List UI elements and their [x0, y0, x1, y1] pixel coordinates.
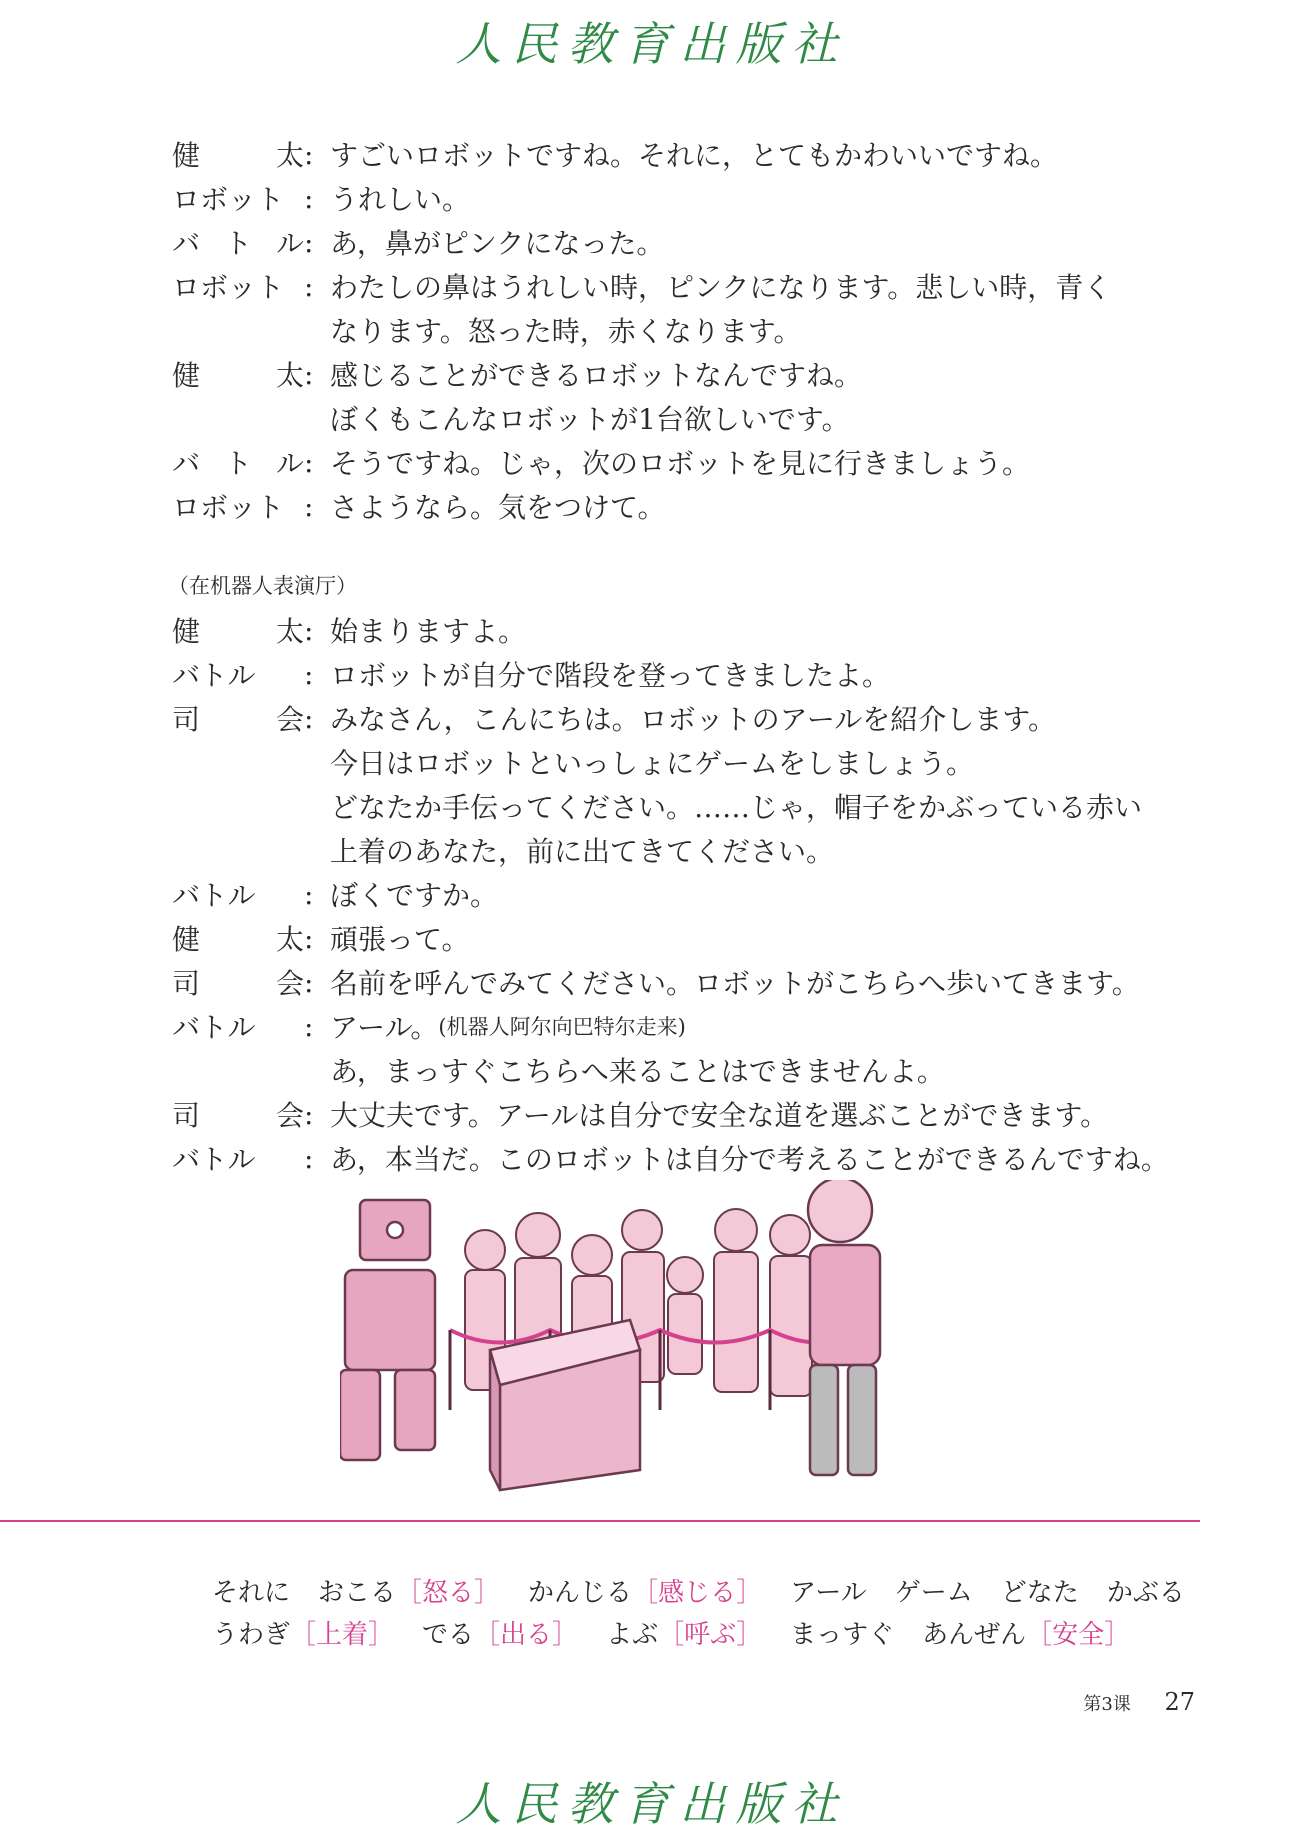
speaker-colon: : [304, 965, 314, 999]
speaker-name [172, 610, 304, 650]
vocab-item [1107, 1578, 1185, 1608]
vocab-item [790, 1578, 867, 1608]
speaker-colon: : [304, 657, 314, 691]
utterance: 始まりますよ。 [330, 615, 527, 648]
speaker-part: バトル [172, 659, 256, 692]
stage-note: (机器人阿尔向巴特尔走来) [438, 1015, 686, 1039]
utterance: 名前を呼んでみてください。ロボットがこちらへ歩いてきます。 [330, 967, 1140, 1000]
speaker-name [172, 486, 304, 526]
speaker-part: ロボット [172, 183, 285, 216]
scene-note: （在机器人表演厅） [168, 574, 357, 598]
speaker-part: 司 [172, 1099, 201, 1132]
speaker-name [172, 1094, 304, 1134]
dialogue-line [172, 696, 1169, 740]
speaker-part: バ [172, 447, 201, 480]
speaker-colon: : [304, 701, 314, 735]
speaker-part: バ [172, 227, 201, 260]
dialogue-line [172, 264, 1111, 308]
dialogue-continuation: ぼくもこんなロボットが1台欲しいです。 [330, 403, 850, 436]
utterance: わたしの鼻はうれしい時，ピンクになります。悲しい時，青く [330, 271, 1112, 304]
boy-with-cap [808, 1180, 880, 1475]
speaker-colon: : [304, 181, 314, 215]
person-child [667, 1257, 703, 1374]
speaker-part: 会 [275, 1099, 304, 1132]
dialogue-line [172, 440, 1111, 484]
dialogue-line [172, 352, 1111, 396]
utterance: あ，鼻がピンクになった。 [330, 227, 665, 260]
dialogue-line [172, 132, 1111, 176]
person-man-right [770, 1215, 812, 1396]
person-woman-glasses [714, 1209, 758, 1392]
speaker-name [172, 1006, 304, 1046]
vocab-kana: おこる [318, 1578, 397, 1608]
speaker-colon: : [304, 613, 314, 647]
dialogue-line [172, 484, 1111, 528]
speaker-part: 司 [172, 967, 201, 1000]
speaker-part: ト [223, 227, 252, 260]
utterance: すごいロボットですね。それに，とてもかわいいですね。 [330, 139, 1059, 172]
page-number [1083, 1688, 1195, 1716]
vocab-item [790, 1620, 894, 1650]
vocab-kanji: ［感じる］ [632, 1578, 763, 1608]
speaker-part: 太 [275, 139, 304, 172]
dialogue-a [172, 132, 1111, 528]
stage-box [490, 1320, 640, 1490]
vocab-kana: あんぜん [922, 1620, 1027, 1650]
speaker-colon: : [304, 877, 314, 911]
dialogue-continuation: あ，まっすぐこちらへ来ることはできませんよ。 [330, 1055, 945, 1088]
publisher-footer: 人民教育出版社 [455, 1777, 848, 1831]
speaker-part: ル [275, 227, 304, 260]
dialogue-continuation: どなたか手伝ってください。……じゃ，帽子をかぶっている赤い [330, 791, 1143, 824]
speaker-colon: : [304, 269, 314, 303]
dialogue-line [172, 1136, 1169, 1180]
speaker-colon: : [304, 921, 314, 955]
vocab-kana: まっすぐ [790, 1620, 895, 1650]
dialogue-line [172, 220, 1111, 264]
speaker-colon: : [304, 225, 314, 259]
vocab-kana: ゲーム [894, 1578, 973, 1608]
utterance: さようなら。気をつけて。 [330, 491, 666, 524]
speaker-colon: : [304, 137, 314, 171]
dialogue-line [172, 1092, 1169, 1136]
speaker-part: 太 [275, 359, 304, 392]
dialogue-b [172, 608, 1169, 1180]
vocab-kana: よぶ [606, 1620, 659, 1650]
dialogue-continuation: 上着のあなた，前に出てきてください。 [330, 835, 835, 868]
speaker-colon: : [304, 1097, 314, 1131]
vocab-kanji: ［怒る］ [396, 1578, 501, 1608]
speaker-part: ロボット [172, 491, 285, 524]
utterance: あ，本当だ。このロボットは自分で考えることができるんですね。 [330, 1143, 1169, 1176]
section-divider [0, 1520, 1200, 1522]
speaker-name [172, 874, 304, 914]
dialogue-line [172, 608, 1169, 652]
dialogue-line [172, 960, 1169, 1004]
vocab-item [606, 1620, 762, 1650]
utterance: アール。 [330, 1011, 439, 1044]
utterance: 頑張って。 [330, 923, 470, 956]
speaker-part: 健 [172, 139, 201, 172]
dialogue-line [172, 872, 1169, 916]
utterance: うれしい。 [330, 183, 471, 216]
vocab-kanji: ［呼ぶ］ [658, 1620, 763, 1650]
vocab-item [422, 1620, 578, 1650]
speaker-colon: : [304, 445, 314, 479]
dialogue-continuation: 今日はロボットといっしょにゲームをしましょう。 [330, 747, 975, 780]
page-number-value: 27 [1164, 1688, 1195, 1716]
vocab-kana: どなた [1000, 1578, 1079, 1608]
vocab-item [1001, 1578, 1079, 1608]
dialogue-line [172, 652, 1169, 696]
speaker-part: 会 [275, 703, 304, 736]
utterance: ロボットが自分で階段を登ってきましたよ。 [330, 659, 891, 692]
speaker-colon: : [304, 1141, 314, 1175]
dialogue-line [172, 916, 1169, 960]
utterance: そうですね。じゃ，次のロボットを見に行きましょう。 [330, 447, 1031, 480]
speaker-part: ト [223, 447, 252, 480]
vocab-row-1 [212, 1572, 1213, 1609]
speaker-part: ロボット [172, 271, 285, 304]
speaker-name [172, 178, 304, 218]
speaker-name [172, 1138, 304, 1178]
vocab-kana: かぶる [1106, 1578, 1185, 1608]
dialogue-continuation: なります。怒った時，赤くなります。 [330, 315, 802, 348]
vocab-item [528, 1578, 762, 1608]
vocab-item [212, 1578, 290, 1608]
vocab-kana: でる [422, 1620, 475, 1650]
speaker-part: 会 [275, 967, 304, 1000]
utterance: 感じることができるロボットなんですね。 [330, 359, 863, 392]
vocab-kanji: ［安全］ [1026, 1620, 1131, 1650]
speaker-name [172, 918, 304, 958]
robot-show-illustration [340, 1180, 980, 1500]
speaker-colon: : [304, 489, 314, 523]
speaker-name [172, 222, 304, 262]
speaker-name [172, 442, 304, 482]
vocab-row-2 [212, 1614, 1158, 1651]
speaker-name [172, 962, 304, 1002]
lesson-label: 第3课 [1083, 1694, 1131, 1715]
vocab-item [922, 1620, 1130, 1650]
utterance: みなさん，こんにちは。ロボットのアールを紹介します。 [330, 703, 1057, 736]
vocab-item [212, 1620, 394, 1650]
speaker-name [172, 134, 304, 174]
speaker-part: 太 [275, 923, 304, 956]
speaker-part: バトル [172, 1011, 256, 1044]
vocab-kanji: ［出る］ [474, 1620, 579, 1650]
vocab-kanji: ［上着］ [290, 1620, 395, 1650]
speaker-part: バトル [172, 879, 256, 912]
speaker-part: 健 [172, 923, 201, 956]
dialogue-line [172, 176, 1111, 220]
speaker-name [172, 354, 304, 394]
vocab-kana: うわぎ [212, 1620, 291, 1650]
vocab-item [895, 1578, 973, 1608]
publisher-header: 人民教育出版社 [455, 17, 848, 71]
speaker-part: 健 [172, 615, 201, 648]
vocab-kana: それに [212, 1578, 291, 1608]
robot [340, 1200, 435, 1460]
dialogue-line [172, 1004, 1169, 1048]
speaker-colon: : [304, 1009, 314, 1043]
speaker-colon: : [304, 357, 314, 391]
speaker-name [172, 266, 304, 306]
vocab-item [318, 1578, 500, 1608]
speaker-name [172, 654, 304, 694]
speaker-part: バトル [172, 1143, 256, 1176]
speaker-part: 健 [172, 359, 201, 392]
utterance: ぼくですか。 [330, 879, 499, 912]
utterance: 大丈夫です。アールは自分で安全な道を選ぶことができます。 [330, 1099, 1109, 1132]
vocab-kana: アール [790, 1578, 867, 1608]
speaker-part: 司 [172, 703, 201, 736]
vocab-kana: かんじる [528, 1578, 633, 1608]
speaker-part: 太 [275, 615, 304, 648]
speaker-name [172, 698, 304, 738]
speaker-part: ル [275, 447, 304, 480]
